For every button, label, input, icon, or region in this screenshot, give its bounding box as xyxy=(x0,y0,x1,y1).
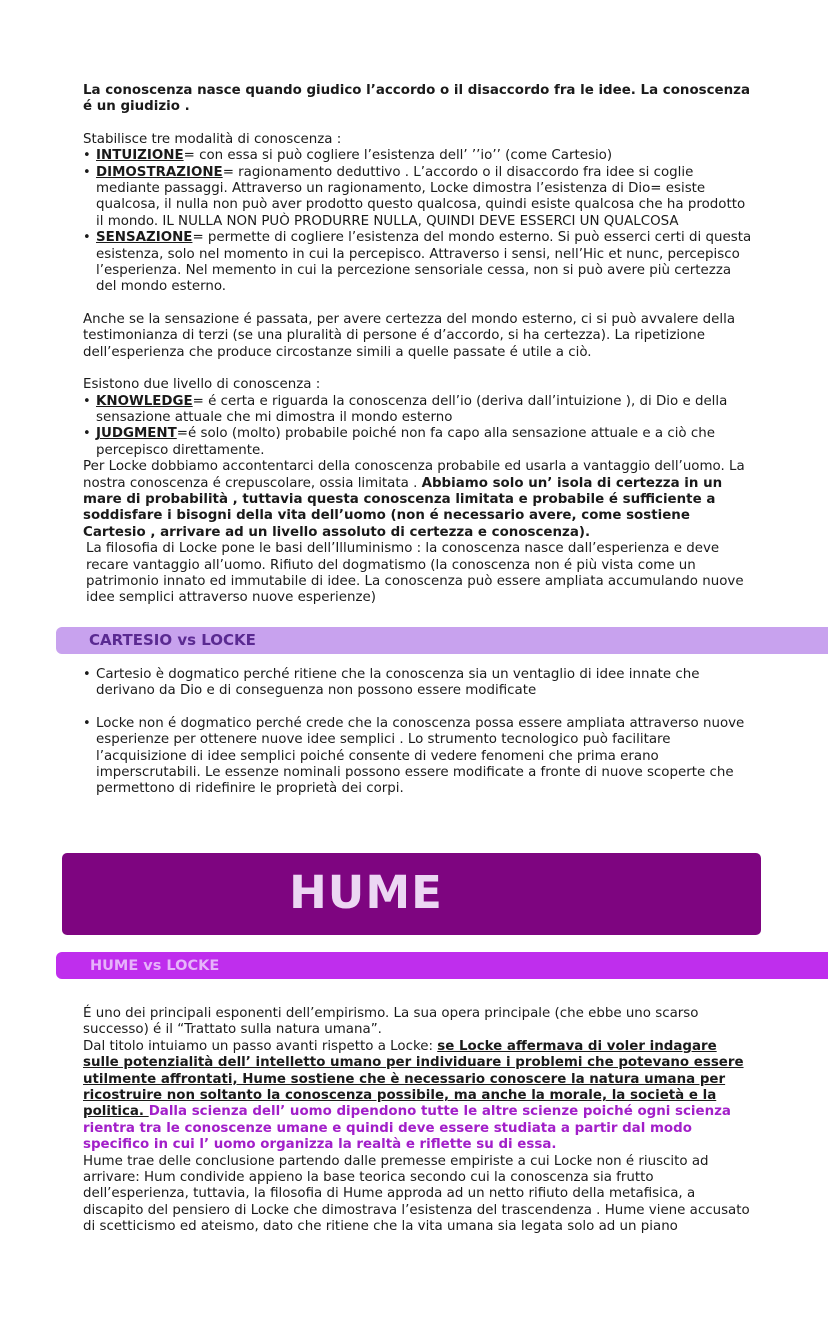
list-item: • INTUIZIONE= con essa si può cogliere l’esistenza dell’ ’’io’’ (come Cartesio) xyxy=(83,148,753,164)
livelli-title: Esistono due livello di conoscenza : xyxy=(83,377,321,393)
modalita-title: Stabilisce tre modalità di conoscenza : xyxy=(83,131,342,147)
hume-section xyxy=(83,1006,753,1236)
list-item: • SENSAZIONE= permette di cogliere l’esistenza del mondo esterno. Si può esserci certi di questa esistenza, solo nel momento in cui la percepisco. Attraverso i sensi, nell’Hic et nunc, percepisco l’esperienza. Nel memento in cui la percezione sensoriale cessa, non si può avere più certezza del mondo esterno. xyxy=(83,230,753,296)
hume-vs-locke-heading-bar xyxy=(56,952,828,979)
probabile-paragraph: Per Locke dobbiamo accontentarci della conoscenza probabile ed usarla a vantaggio dell’uomo. La nostra conoscenza é crepuscolare, ossia limitata . Abbiamo solo un’ isola di certezza in un mare di probabilità , tuttavia questa conoscenza limitata e probabile é sufficiente a soddisfare i bisogni della vita dell’uomo (non é necessario avere, come sostiene Cartesio , arrivare ad un livello assoluto di certezza e conoscenza). xyxy=(83,459,745,540)
hume-intro-paragraph: É uno dei principali esponenti dell’empirismo. La sua opera principale (che ebbe uno scarso successo) é il “Trattato sulla natura umana”. xyxy=(83,1006,699,1038)
list-item: • JUDGMENT=é solo (molto) probabile poiché non fa capo alla sensazione attuale e a ciò che percepisco direttamente. xyxy=(83,426,753,459)
list-item: • DIMOSTRAZIONE= ragionamento deduttivo . L’accordo o il disaccordo fra idee si coglie mediante passaggi. Attraverso un ragionamento, Locke dimostra l’esistenza di Dio= esiste qualcosa, il nulla non può aver prodotto questo qualcosa, quindi esiste qualcosa che ha prodotto il mondo. IL NULLA NON PUÒ PRODURRE NULLA, QUINDI DEVE ESSERCI UN QUALCOSA xyxy=(83,165,753,231)
testimonianza-paragraph: Anche se la sensazione é passata, per avere certezza del mondo esterno, ci si può avvalere della testimonianza di terzi (se una pluralità di persone é d’accordo, si ha certezza). La ripetizione dell’esperienza che produce circostanze simili a quelle passate é utile a ciò. xyxy=(83,311,736,360)
illuminismo-paragraph: La filosofia di Locke pone le basi dell’Illuminismo : la conoscenza nasce dall’esperienza e deve recare vantaggio all’uomo. Rifiuto del dogmatismo (la conoscenza non é più vista come un patrimonio innato ed immutabile di idee. La conoscenza può essere ampliata accumulando nuove idee semplici attraverso nuove esperienze) xyxy=(86,541,744,606)
hume-banner xyxy=(62,853,761,935)
list-item: • KNOWLEDGE= é certa e riguarda la conoscenza dell’io (deriva dall’intuizione ), di Dio e della sensazione attuale che mi dimostra il mondo esterno xyxy=(83,394,753,427)
livelli-list xyxy=(83,394,753,460)
list-item: • Cartesio è dogmatico perché ritiene che la conoscenza sia un ventaglio di idee innate che derivano da Dio e di conseguenza non possono essere modificate xyxy=(83,667,753,700)
cartesio-locke-list xyxy=(83,667,753,798)
cartesio-locke-section xyxy=(83,667,753,798)
modalita-list xyxy=(83,148,753,296)
section-heading: HUME vs LOCKE xyxy=(90,958,220,974)
list-item: • Locke non é dogmatico perché crede che la conoscenza possa essere ampliata attraverso nuove esperienze per ottenere nuove idee semplici . Lo strumento tecnologico può facilitare l’acquisizione di idee semplici poiché consente di vedere fenomeni che prima erano imperscrutabili. Le essenze nominali possono essere modificate a fronte di nuove scoperte che permettono di ridefinire le proprietà dei corpi. xyxy=(83,716,753,798)
hume-locke-comparison-paragraph: Dal titolo intuiamo un passo avanti rispetto a Locke: se Locke affermava di voler indagare sulle potenzialità dell’ intelletto umano per individuare i problemi che potevano essere utilmente affrontati, Hume sostiene che è necessario conoscere la natura umana per ricostruire non soltanto la conoscenza possibile, ma anche la morale, la società e la politica. Dalla scienza dell’ uomo dipendono tutte le altre scienze poiché ogni scienza rientra tra le conoscenze umane e quindi deve essere studiata a partir dal modo specifico in cui l’ uomo organizza la realtà e riflette su di essa. xyxy=(83,1038,744,1153)
hume-conclusion-paragraph: Hume trae delle conclusione partendo dalle premesse empiriste a cui Locke non é riuscito ad arrivare: Hum condivide appieno la base teorica secondo cui la conoscenza sia frutto dell’esperienza, tuttavia, la filosofia di Hume approda ad un netto rifiuto della metafisica, a discapito del pensiero di Locke che dimostrava l’esistenza del trascendenza . Hume viene accusato di scetticismo ed ateismo, dato che ritiene che la vita umana sia legata solo ad un piano xyxy=(83,1153,750,1235)
hume-title: HUME xyxy=(289,866,443,919)
section-heading: CARTESIO vs LOCKE xyxy=(89,631,256,649)
locke-conoscenza-section xyxy=(83,83,753,607)
lead-paragraph: La conoscenza nasce quando giudico l’accordo o il disaccordo fra le idee. La conoscenza é un giudizio . xyxy=(83,83,751,115)
cartesio-vs-locke-heading-bar xyxy=(56,627,828,654)
